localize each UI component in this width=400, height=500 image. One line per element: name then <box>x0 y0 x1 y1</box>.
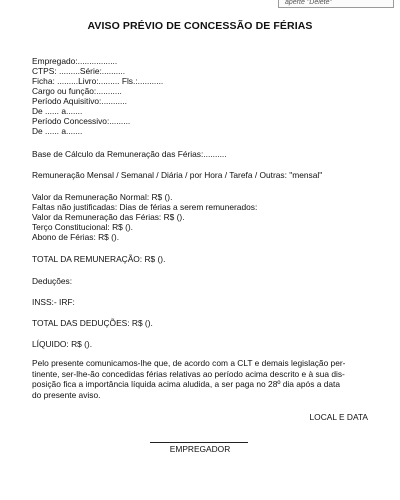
field-periodo-aquisitivo: Período Aquisitivo:........... <box>32 96 127 106</box>
paragraph-line: Pelo presente comunicamos-lhe que, de acordo com a CLT e demais legislação per- <box>32 358 346 368</box>
header-fields <box>32 56 372 136</box>
local-data: LOCAL E DATA <box>309 412 368 422</box>
paragraph-line: posição fica a importância líquida acima aludida, a ser paga no 28º dia após a data <box>32 379 341 390</box>
field-ficha: Ficha: .........Livro:......... Fls.:........... <box>32 76 164 86</box>
field-ctps: CTPS: .........Série:.......... <box>32 66 126 76</box>
total-remuneracao: TOTAL DA REMUNERAÇÃO: R$ (). <box>32 254 166 264</box>
terco-constitucional: Terço Constitucional: R$ (). <box>32 222 134 232</box>
field-empregado: Empregado:................. <box>32 56 118 66</box>
notice-paragraph <box>32 358 367 401</box>
abono-ferias: Abono de Férias: R$ (). <box>32 232 120 242</box>
document-title: AVISO PRÉVIO DE CONCESSÃO DE FÉRIAS <box>87 20 313 32</box>
field-aquisitivo-dates: De ...... a....... <box>32 106 83 116</box>
inss-irf: INSS:- IRF: <box>32 297 75 307</box>
valores-section <box>32 192 372 242</box>
liquido: LÍQUIDO: R$ (). <box>32 339 93 349</box>
field-concessivo-dates: De ...... a....... <box>32 126 83 136</box>
signature-line <box>150 442 248 443</box>
delete-hint-box: aperte "Delete" <box>278 0 394 8</box>
field-cargo: Cargo ou função:........... <box>32 86 122 96</box>
paragraph-line: do presente aviso. <box>32 390 101 401</box>
empregador-label: EMPREGADOR <box>169 444 231 454</box>
faltas-nao-justificadas: Faltas não justificadas: Dias de férias a serem remunerados: <box>32 202 258 212</box>
field-periodo-concessivo: Período Concessivo:......... <box>32 116 131 126</box>
base-calculo: Base de Cálculo da Remuneração das Férias:.......... <box>32 149 227 159</box>
total-deducoes: TOTAL DAS DEDUÇÕES: R$ (). <box>32 318 153 328</box>
valor-remuneracao-normal: Valor da Remuneração Normal: R$ (). <box>32 192 173 202</box>
remuneracao-tipo: Remuneração Mensal / Semanal / Diária / por Hora / Tarefa / Outras: "mensal" <box>32 170 323 180</box>
deducoes-label: Deduções: <box>32 276 73 286</box>
paragraph-line: tinente, ser-lhe-ão concedidas férias relativas ao período acima descrito e à sua dis- <box>32 368 345 379</box>
valor-remuneracao-ferias: Valor da Remuneração das Férias: R$ (). <box>32 212 185 222</box>
